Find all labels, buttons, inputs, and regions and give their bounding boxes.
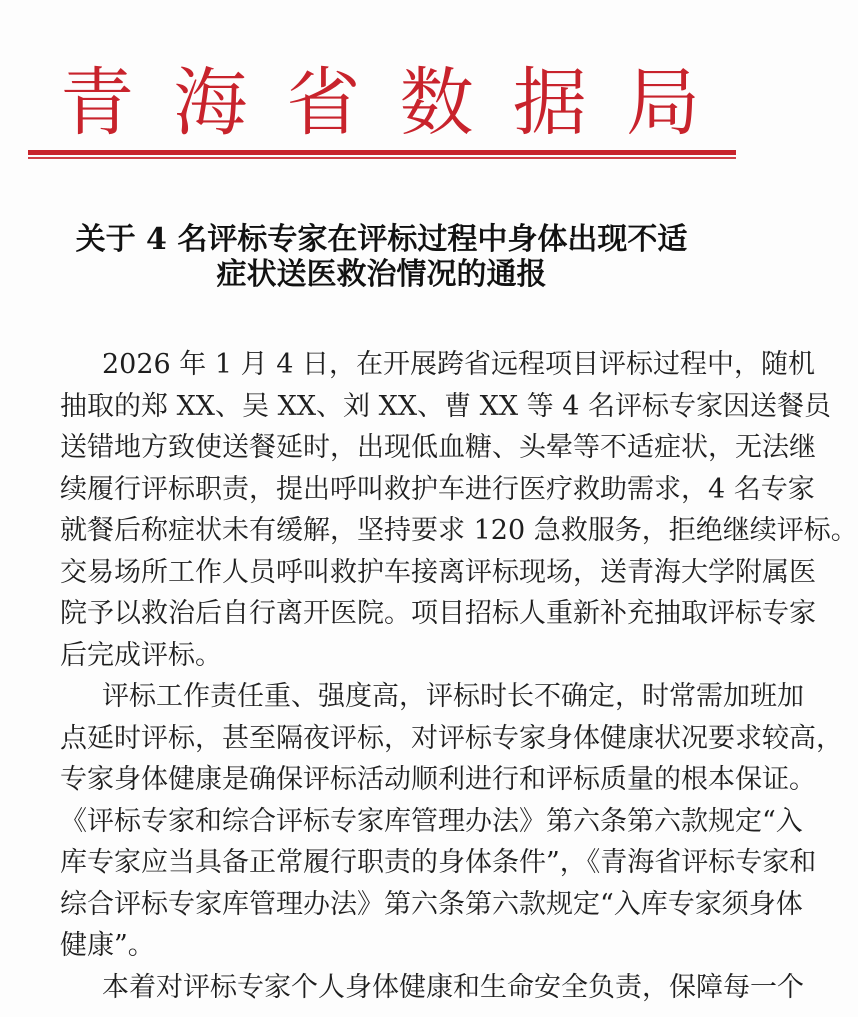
- paragraph-1-line: 续履行评标职责，提出呼叫救护车进行医疗救助需求，4 名专家: [60, 473, 815, 505]
- document-title-line-2: 症状送医救治情况的通报: [216, 257, 547, 292]
- document-body: [60, 344, 858, 1008]
- paragraph-2-line: 《评标专家和综合评标专家库管理办法》第六条第六款规定“入: [60, 805, 803, 837]
- paragraph-1-line: 2026 年 1 月 4 日，在开展跨省远程项目评标过程中，随机: [102, 349, 815, 380]
- paragraph-1-line: 后完成评标。: [60, 639, 222, 671]
- paragraph-1-line: 就餐后称症状未有缓解，坚持要求 120 急救服务，拒绝继续评标。: [60, 515, 858, 546]
- document-title-line-1: 关于 4 名评标专家在评标过程中身体出现不适: [75, 222, 688, 257]
- header-divider-thin: [28, 157, 736, 159]
- header-divider-thick: [28, 150, 736, 155]
- header-char: 据: [512, 60, 587, 146]
- header-char: 青: [60, 60, 134, 146]
- header-char: 数: [399, 60, 474, 146]
- issuing-authority-header: [60, 52, 700, 146]
- paragraph-3-line: 本着对评标专家个人身体健康和生命安全负责，保障每一个: [102, 971, 804, 1003]
- paragraph-2-line: 专家身体健康是确保评标活动顺利进行和评标质量的根本保证。: [60, 764, 816, 795]
- paragraph-2-line: 综合评标专家库管理办法》第六条第六款规定“入库专家须身体: [60, 888, 803, 920]
- header-char: 省: [286, 60, 361, 146]
- header-char: 局: [625, 60, 700, 146]
- paragraph-2-line: 点延时评标，甚至隔夜评标，对评标专家身体健康状况要求较高，: [60, 722, 843, 754]
- paragraph-2-line: 健康”。: [60, 930, 155, 961]
- paragraph-2-line: 评标工作责任重、强度高，评标时长不确定，时常需加班加: [102, 681, 804, 712]
- paragraph-1-line: 院予以救治后自行离开医院。项目招标人重新补充抽取评标专家: [60, 598, 816, 629]
- paragraph-1-line: 送错地方致使送餐延时，出现低血糖、头晕等不适症状，无法继: [60, 432, 816, 463]
- paragraph-2-line: 库专家应当具备正常履行职责的身体条件”，《青海省评标专家和: [60, 847, 817, 878]
- paragraph-1-line: 抽取的郑 XX、吴 XX、刘 XX、曹 XX 等 4 名评标专家因送餐员: [60, 390, 832, 422]
- header-char: 海: [173, 60, 248, 146]
- paragraph-1-line: 交易场所工作人员呼叫救护车接离评标现场，送青海大学附属医: [60, 556, 816, 588]
